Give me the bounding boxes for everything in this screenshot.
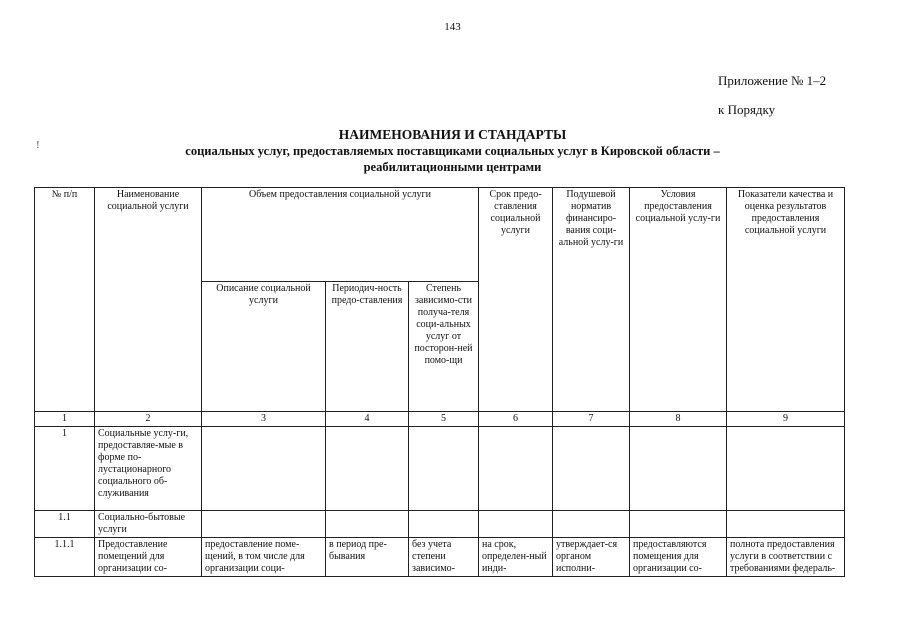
row-dependency xyxy=(409,427,479,511)
row-conditions xyxy=(630,427,727,511)
row-num: 1.1.1 xyxy=(35,538,95,577)
row-norm xyxy=(553,427,630,511)
header-periodicity: Периодич-ность предо-ставления xyxy=(326,282,409,412)
row-term xyxy=(479,427,553,511)
row-description: предоставление поме-щений, в том числе для организации соци- xyxy=(202,538,326,577)
row-dependency: без учета степени зависимо- xyxy=(409,538,479,577)
document-heading xyxy=(0,127,905,175)
row-quality xyxy=(727,511,845,538)
table-row xyxy=(35,511,845,538)
appendix-line-2: к Порядку xyxy=(718,102,776,117)
row-description xyxy=(202,427,326,511)
table-row xyxy=(35,427,845,511)
row-periodicity xyxy=(326,427,409,511)
row-quality: полнота предоставления услуги в соответствии с требованиями федераль- xyxy=(727,538,845,577)
services-table xyxy=(34,187,845,577)
column-number: 5 xyxy=(409,412,479,427)
row-quality xyxy=(727,427,845,511)
document-subtitle: социальных услуг, предоставляемых поставщиками социальных услуг в Кировской области – xyxy=(185,144,720,158)
page-number: 143 xyxy=(444,21,461,33)
column-number: 4 xyxy=(326,412,409,427)
header-num: № п/п xyxy=(35,188,95,412)
row-term: на срок, определен-ный инди- xyxy=(479,538,553,577)
row-name: Предоставление помещений для организации со- xyxy=(95,538,202,577)
row-dependency xyxy=(409,511,479,538)
row-num: 1.1 xyxy=(35,511,95,538)
header-term: Срок предо-ставления социальной услуги xyxy=(479,188,553,412)
row-description xyxy=(202,511,326,538)
row-norm: утверждает-ся органом исполни- xyxy=(553,538,630,577)
table-row xyxy=(35,538,845,577)
appendix-reference xyxy=(718,66,826,124)
column-number: 9 xyxy=(727,412,845,427)
header-conditions: Условия предоставления социальной услу-ги xyxy=(630,188,727,412)
row-name: Социально-бытовые услуги xyxy=(95,511,202,538)
row-norm xyxy=(553,511,630,538)
column-number: 7 xyxy=(553,412,630,427)
header-quality: Показатели качества и оценка результатов предоставления социальной услуги xyxy=(727,188,845,412)
header-norm: Подушевой норматив финансиро-вания соци-альной услу-ги xyxy=(553,188,630,412)
row-num: 1 xyxy=(35,427,95,511)
column-number: 2 xyxy=(95,412,202,427)
header-volume: Объем предоставления социальной услуги xyxy=(202,188,479,282)
appendix-line-1: Приложение № 1–2 xyxy=(718,73,827,88)
document-title: НАИМЕНОВАНИЯ И СТАНДАРТЫ xyxy=(338,127,567,142)
document-subtitle-cont: реабилитационными центрами xyxy=(363,160,542,174)
column-number: 1 xyxy=(35,412,95,427)
column-number: 8 xyxy=(630,412,727,427)
header-row-1 xyxy=(35,188,845,282)
row-term xyxy=(479,511,553,538)
header-description: Описание социальной услуги xyxy=(202,282,326,412)
header-dependency: Степень зависимо-сти получа-теля соци-альных услуг от посторон-ней помо-щи xyxy=(409,282,479,412)
column-number: 3 xyxy=(202,412,326,427)
stray-mark: ! xyxy=(36,139,40,151)
row-periodicity: в период пре-бывания xyxy=(326,538,409,577)
row-conditions xyxy=(630,511,727,538)
row-periodicity xyxy=(326,511,409,538)
header-name: Наименование социальной услуги xyxy=(95,188,202,412)
row-name: Социальные услу-ги, предоставляе-мые в форме по-лустационарного социального об-служивания xyxy=(95,427,202,511)
column-number-row xyxy=(35,412,845,427)
row-conditions: предоставляются помещения для организации со- xyxy=(630,538,727,577)
column-number: 6 xyxy=(479,412,553,427)
